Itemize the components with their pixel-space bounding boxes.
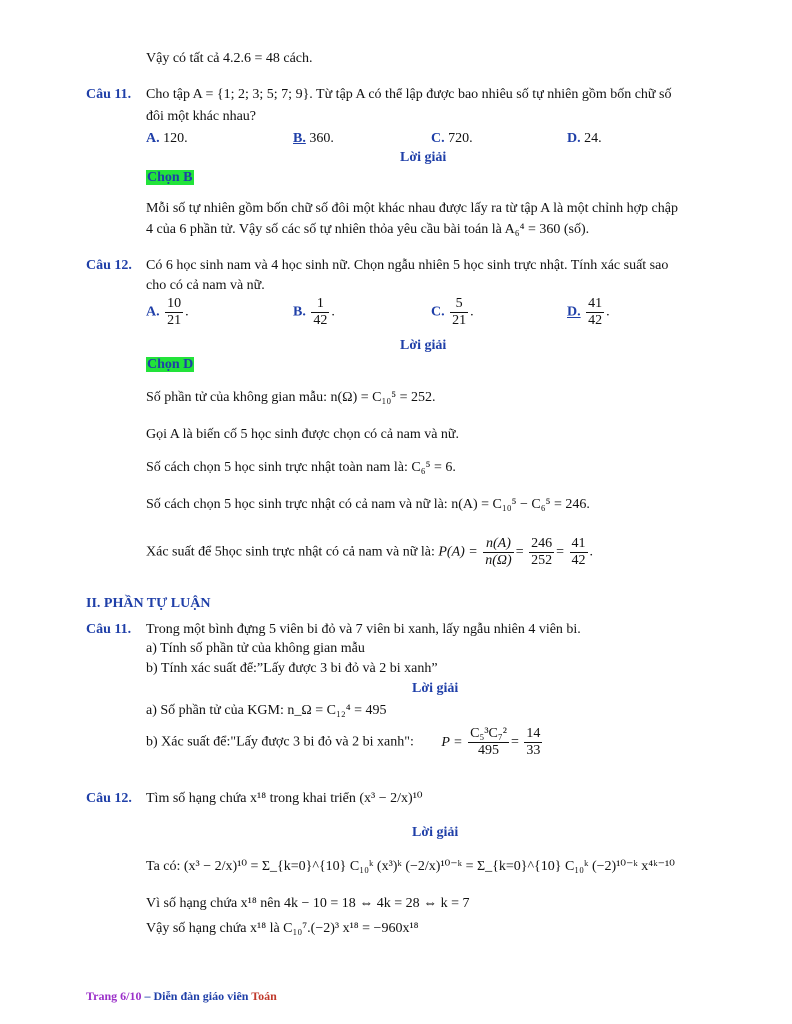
q12-solution-heading: Lời giải [400,338,447,353]
intro-line: Vậy có tất cả 4.2.6 = 48 cách. [146,51,313,66]
q12-sol-4: Số cách chọn 5 học sinh trực nhật có cả nam và nữ là: n(A) = C₁₀⁵ − C₆⁵ = 246. [146,497,590,512]
q12-option-b: B. $\frac{1}{42}$ . [293,296,335,328]
tl12-sol-3: Vậy số hạng chứa x¹⁸ là C₁₀⁷.(−2)³ x¹⁸ = −960x¹⁸ [146,921,419,936]
q11-sol-1: Mỗi số tự nhiên gồm bốn chữ số đôi một khác nhau được lấy ra từ tập A là một chỉnh hợp chập [146,201,678,216]
q12-sol-1: Số phần tử của không gian mẫu: n(Ω) = C₁₀⁵ = 252. [146,390,436,405]
tl11-label: Câu 11. [86,622,132,637]
q12-label: Câu 12. [86,258,132,273]
tl11-sol-a: a) Số phần tử của KGM: n_Ω = C₁₂⁴ = 495 [146,703,387,718]
tl12-sol-1: Ta có: (x³ − 2/x)¹⁰ = Σ_{k=0}^{10} C₁₀ᵏ (x³)ᵏ (−2/x)¹⁰⁻ᵏ = Σ_{k=0}^{10} C₁₀ᵏ (−2)¹⁰⁻ᵏ x⁴ᵏ⁻¹⁰ [146,859,675,874]
tl11-part-a: a) Tính số phần tử của không gian mẫu [146,641,365,656]
q12-sol-2: Gọi A là biến cố 5 học sinh được chọn có cả nam và nữ. [146,427,460,442]
q12-option-d: D. $\frac{41}{42}$ . [567,296,610,328]
q11-text-2: đôi một khác nhau? [146,109,257,124]
tl12-text: Tìm số hạng chứa x¹⁸ trong khai triển (x³ − 2/x)¹⁰ [146,791,423,806]
q11-choice: Chọn B [147,170,193,185]
q11-sol-2: 4 của 6 phần tử. Vậy số các số tự nhiên thỏa yêu cầu bài toán là A₆⁴ = 360 (số). [146,222,590,237]
tl12-label: Câu 12. [86,791,132,806]
tl11-sol-b: b) Xác suất để:"Lấy được 3 bi đỏ và 2 bi xanh": P = $\frac{\text{C₅³C₇²}}{495}$ = $\frac{14}{33}$ [146,726,541,758]
q12-text-2: cho có cả nam và nữ. [146,278,265,293]
tl11-text: Trong một bình đựng 5 viên bi đỏ và 7 viên bi xanh, lấy ngẫu nhiên 4 viên bi. [146,622,581,637]
q11-label: Câu 11. [86,87,132,102]
tl12-sol-2: Vì số hạng chứa x¹⁸ nên 4k − 10 = 18 ⇔ 4k = 28 ⇔ k = 7 [146,896,470,911]
q12-text-1: Có 6 học sinh nam và 4 học sinh nữ. Chọn ngẫu nhiên 5 học sinh trực nhật. Tính xác suất sao [146,258,669,273]
tl12-solution-heading: Lời giải [412,825,459,840]
q11-option-c: C. 720. [431,131,473,146]
q11-solution-heading: Lời giải [400,150,447,165]
q12-choice: Chọn D [147,357,194,372]
q11-option-a: A. 120. [146,131,188,146]
q11-option-b: B. 360. [293,131,334,146]
footer-subject: Toán [251,989,277,1003]
section-2-title: II. PHẦN TỰ LUẬN [86,596,211,611]
tl11-solution-heading: Lời giải [412,681,459,696]
tl11-part-b: b) Tính xác suất để:”Lấy được 3 bi đỏ và 2 bi xanh” [146,661,438,676]
footer-forum: Diễn đàn giáo viên [153,989,249,1003]
q12-option-c: C. $\frac{5}{21}$ . [431,296,474,328]
page-footer: Trang 6/10 – Diễn đàn giáo viên Toán [86,989,277,1003]
q12-option-a: A. $\frac{10}{21}$ . [146,296,189,328]
footer-page: Trang 6/10 [86,989,142,1003]
q11-text-1: Cho tập A = {1; 2; 3; 5; 7; 9}. Từ tập A có thể lập được bao nhiêu số tự nhiên gồm bốn chữ số [146,87,672,102]
q11-option-d: D. 24. [567,131,602,146]
q12-sol-3: Số cách chọn 5 học sinh trực nhật toàn nam là: C₆⁵ = 6. [146,460,456,475]
q12-sol-5: Xác suất để 5học sinh trực nhật có cả nam và nữ là: P(A) = $\frac{n(A)}{n(\Omega)}$ = $\frac{246}{252}$ = $\frac{41}{42}$ . [146,536,593,568]
